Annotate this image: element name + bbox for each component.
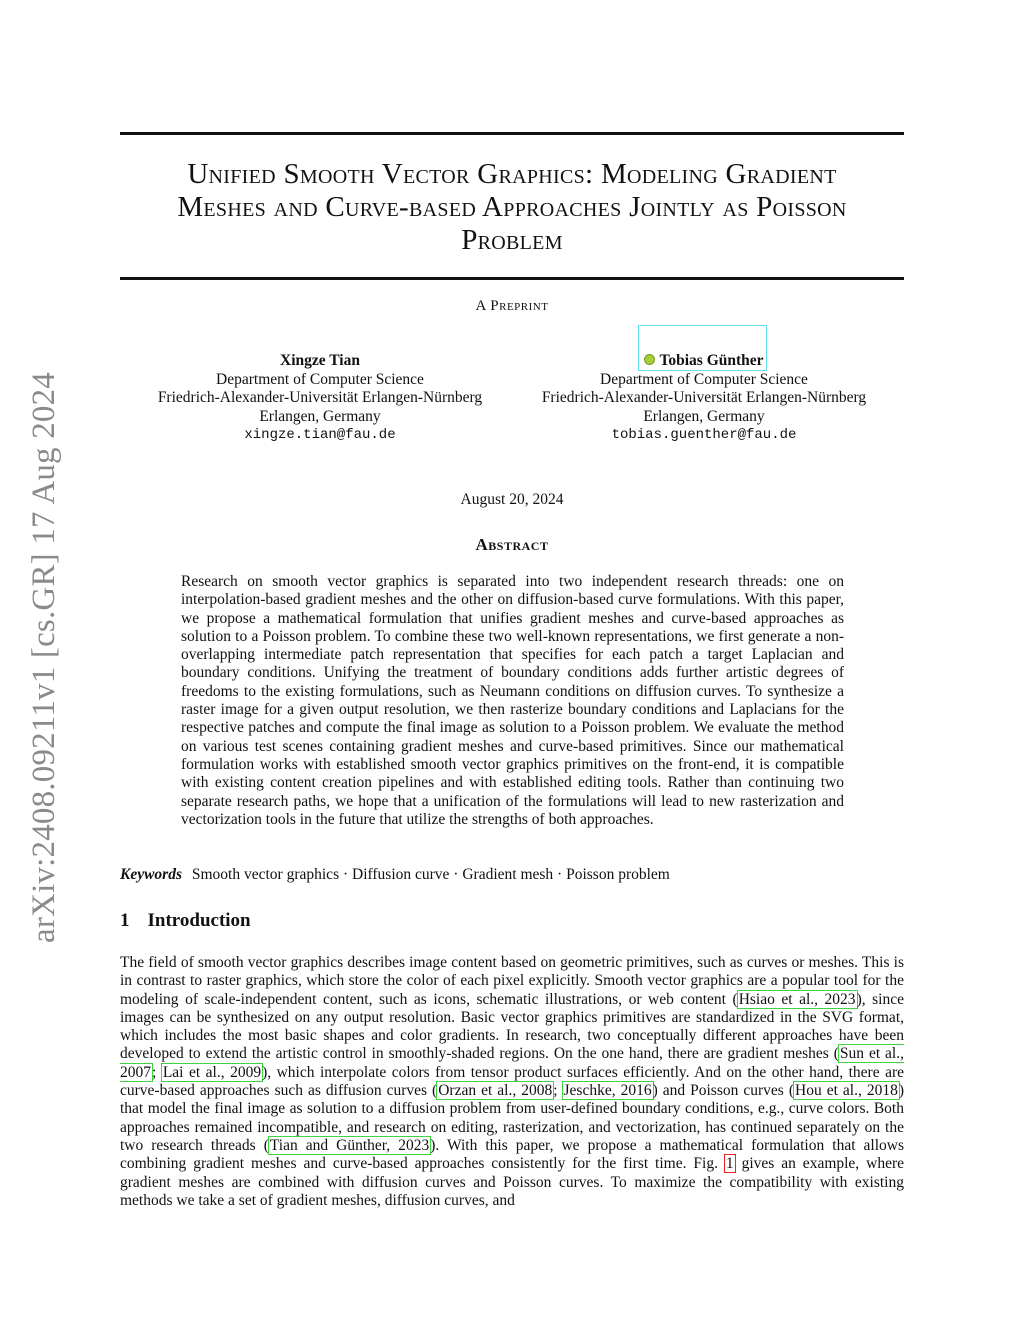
citation-link[interactable]: Tian and Günther, 2023	[269, 1136, 430, 1154]
author-name-text: Tobias Günther	[659, 352, 764, 369]
intro-text: ) and Poisson curves (	[652, 1082, 794, 1100]
author-name[interactable]	[524, 352, 884, 371]
author-department: Department of Computer Science	[216, 370, 424, 388]
author-email[interactable]: tobias.guenther@fau.de	[611, 427, 797, 443]
author-name: Xingze Tian	[280, 352, 360, 369]
title-line-1: Unified Smooth Vector Graphics: Modeling Gradient	[187, 158, 837, 190]
citation-link[interactable]: Hsiao et al., 2023	[738, 990, 856, 1008]
intro-text: ;	[553, 1082, 563, 1100]
keywords-line	[120, 866, 904, 884]
author-email[interactable]: xingze.tian@fau.de	[244, 427, 396, 443]
author-university: Friedrich-Alexander-Universität Erlangen-Nürnberg	[157, 389, 483, 406]
introduction-paragraph	[120, 954, 904, 1210]
author-block-2	[524, 352, 884, 445]
author-department: Department of Computer Science	[600, 370, 808, 388]
figure-reference-link[interactable]: 1	[725, 1155, 734, 1173]
intro-text: ). With this paper, we propose a mathematical formulation that allows combining gradient meshes and curve-based approaches consistently for the first time. Fig.	[120, 1136, 904, 1173]
citation-link[interactable]: Orzan et al., 2008	[438, 1082, 553, 1100]
intro-text: ), since images can be synthesized on any output resolution. Basic vector graphics primitives are standardized in the SVG format, which includes the most basic shapes and color gradients. In research, two conceptually different approaches have been developed to extend the artistic control in smoothly-shaded regions. On the one hand, there are gradient meshes (	[120, 990, 904, 1063]
author-location: Erlangen, Germany	[259, 407, 381, 425]
intro-text: ;	[152, 1063, 162, 1081]
title-rule-top	[120, 132, 904, 135]
citation-link[interactable]: Hou et al., 2018	[795, 1082, 898, 1100]
abstract-heading: Abstract	[475, 535, 549, 554]
intro-text: ) that model the final image as solution to a diffusion problem from user-defined boundary conditions, e.g., curve colors. Both approaches remained incompatible, and research on editing, rasterization, and vectorization, has continued separately on the two research threads (	[120, 1082, 904, 1154]
author-location: Erlangen, Germany	[643, 407, 765, 425]
paper-title	[120, 158, 904, 257]
citation-link[interactable]: Lai et al., 2009	[162, 1063, 262, 1081]
keywords-label: Keywords	[120, 866, 182, 883]
section-number: 1	[120, 910, 130, 931]
intro-text: ), which interpolate colors from tensor product surfaces efficiently. And on the other hand, there are curve-based approaches such as diffusion curves (	[120, 1063, 904, 1100]
abstract-text: Research on smooth vector graphics is separated into two independent research threads: one on interpolation-based gradient meshes and the other on diffusion-based curve formulations. With this paper, we propose a mathematical formulation that unifies gradient meshes and curve-based approaches as solution to a Poisson problem. To combine these two well-known representations, we first generate a non-overlapping intermediate patch representation that specifies for each patch a target Laplacian and boundary conditions. Unifying the treatment of boundary conditions adds further artistic degrees of freedoms to the existing formulations, such as Neumann conditions on diffusion curves. To synthesize a raster image for a given output resolution, we then rasterize boundary conditions and Laplacians for the respective patches and compute the final image as solution to a Poisson problem. We evaluate the method on various test scenes containing gradient meshes and curve-based primitives. Since our mathematical formulation works with established smooth vector graphics primitives on the front-end, it is compatible with existing content creation pipelines and with established editing tools. Rather than continuing two separate research paths, we hope that a unification of the formulations will lead to new rasterization and vectorization tools in the future that utilize the strengths of both approaches.	[181, 573, 844, 828]
title-rule-bottom	[120, 277, 904, 280]
citation-link[interactable]: Sun et al., 2007	[120, 1045, 904, 1081]
author-block-1	[140, 352, 500, 445]
intro-text: The field of smooth vector graphics describes image content based on geometric primitives, such as curves or meshes. This is in contrast to raster graphics, which store the color of each pixel explicitly. Smooth vector graphics are a popular tool for the modeling of scale-independent content, such as icons, schematic illustrations, or web content (	[120, 954, 904, 1008]
orcid-icon[interactable]	[644, 354, 655, 365]
arxiv-stamp: arXiv:2408.09211v1 [cs.GR] 17 Aug 2024	[26, 371, 62, 943]
section-heading-introduction	[120, 910, 251, 932]
intro-text: gives an example, where gradient meshes are combined with diffusion curves and Poisson curves. To maximize the compatibility with existing methods we take a set of gradient meshes, diffusion curves, and	[120, 1155, 904, 1209]
title-line-3: Problem	[461, 224, 563, 256]
section-title: Introduction	[147, 910, 251, 931]
keywords-text: Smooth vector graphics · Diffusion curve · Gradient mesh · Poisson problem	[191, 866, 670, 883]
publication-date: August 20, 2024	[460, 491, 564, 508]
preprint-label: A Preprint	[475, 298, 549, 314]
title-line-2: Meshes and Curve-based Approaches Jointly as Poisson	[177, 191, 847, 223]
citation-link[interactable]: Jeschke, 2016	[563, 1082, 652, 1100]
author-university: Friedrich-Alexander-Universität Erlangen-Nürnberg	[541, 389, 867, 406]
